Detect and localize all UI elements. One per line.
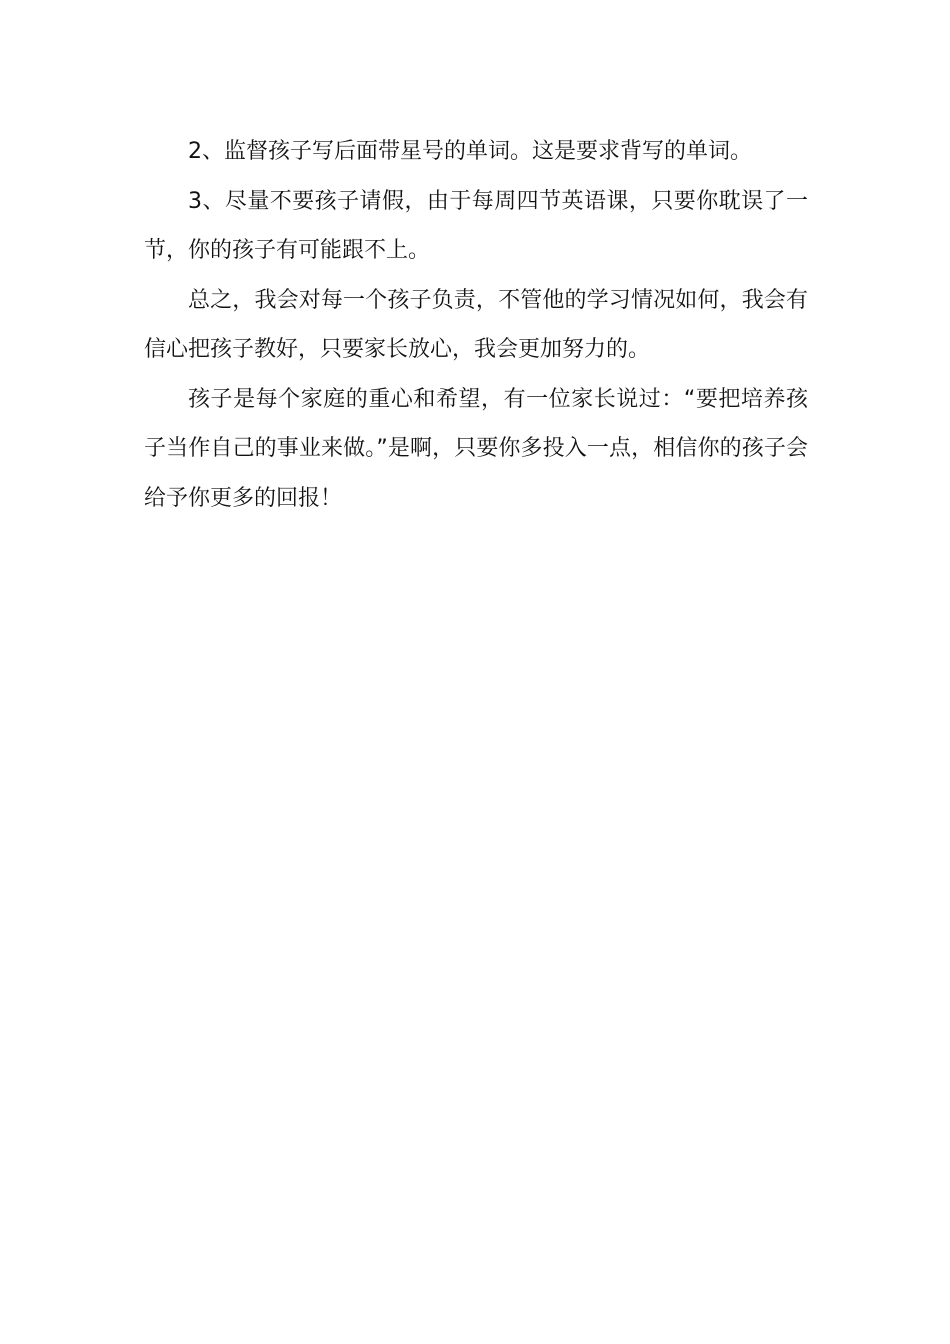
- paragraph-homework-supervision: 2、监督孩子写后面带星号的单词。这是要求背写的单词。: [188, 139, 752, 164]
- paragraph-closing: 孩子是每个家庭的重心和希望，有一位家长说过：“要把培养孩子当作自己的事业来做。”是啊，只要你多投入一点，相信你的孩子会给予你更多的回报！: [144, 386, 808, 511]
- document-body: [144, 127, 808, 523]
- paragraph-attendance: 3、尽量不要孩子请假，由于每周四节英语课，只要你耽误了一节，你的孩子有可能跟不上。: [144, 188, 808, 263]
- paragraph-summary: 总之，我会对每一个孩子负责，不管他的学习情况如何，我会有信心把孩子教好，只要家长放心，我会更加努力的。: [144, 287, 808, 362]
